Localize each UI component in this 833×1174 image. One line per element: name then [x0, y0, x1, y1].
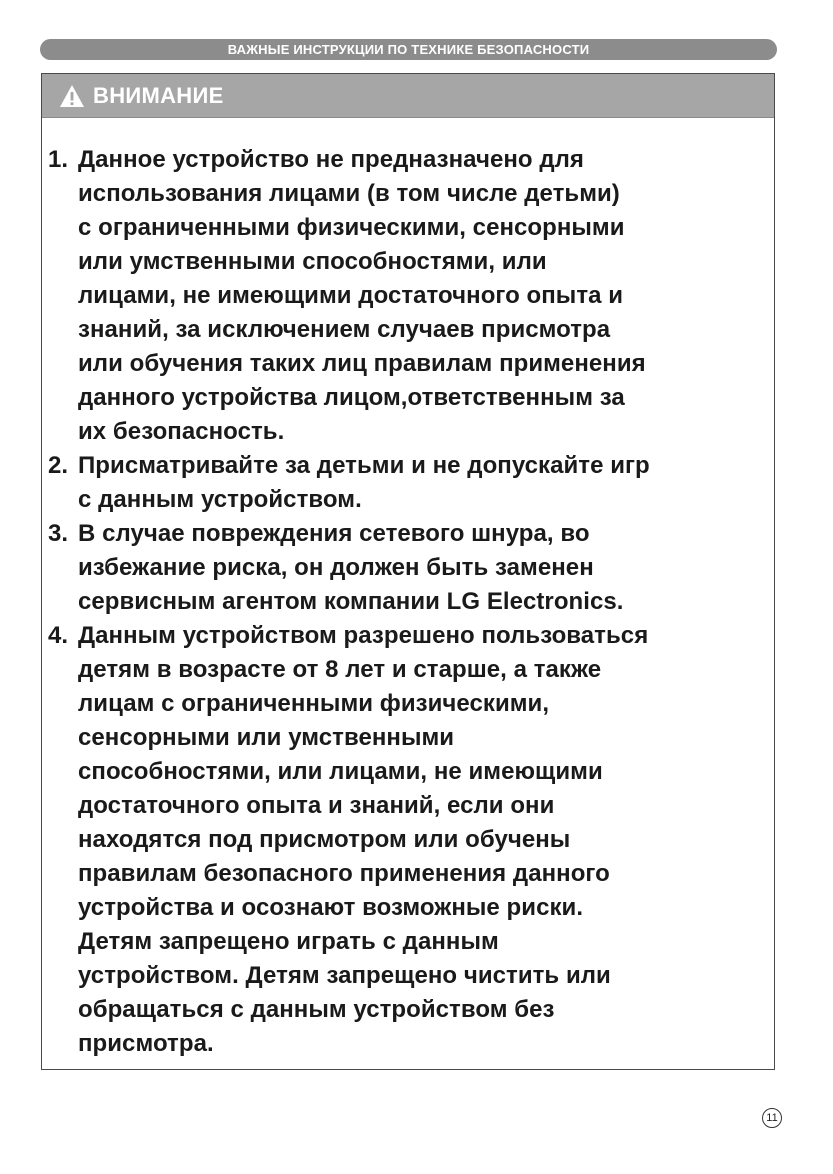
page-number-label: 11: [766, 1112, 778, 1124]
section-title: ВАЖНЫЕ ИНСТРУКЦИИ ПО ТЕХНИКЕ БЕЗОПАСНОСТИ: [227, 42, 590, 57]
item-text: Данное устройство не предназначено для использования лицами (в том числе детьми) с ограниченными физическими, сенсорными или умственными способностями, или лицами, не имеющими достаточного опыта и знаний, за исключением случаев присмотра или обучения таких лиц правилам применения данного устройства лицом,ответственным за их безопасность.: [78, 146, 646, 445]
list-item: [48, 143, 782, 449]
warning-title: ВНИМАНИЕ: [93, 82, 224, 108]
item-number: 2.: [48, 452, 69, 479]
list-item: [48, 449, 782, 517]
page-number: [762, 1108, 782, 1128]
section-header-bar: [40, 39, 777, 60]
item-text: Данным устройством разрешено пользоваться детям в возрасте от 8 лет и старше, а также лицам с ограниченными физическими, сенсорными или умственными способностями, или лицами, не имеющими достаточного опыта и знаний, если они находятся под присмотром или обучены правилам безопасного применения данного устройства и осознают возможные риски. Детям запрещено играть с данным устройством. Детям запрещено чистить или обращаться с данным устройством без присмотра.: [78, 622, 649, 1057]
warning-box: [41, 73, 775, 1070]
item-number: 4.: [48, 622, 69, 649]
warning-item-list: [48, 143, 782, 1061]
warning-header: [42, 74, 774, 118]
list-item: [48, 619, 782, 1061]
warning-triangle-icon: [59, 84, 85, 108]
item-text: В случае повреждения сетевого шнура, во избежание риска, он должен быть заменен сервисным агентом компании LG Electronics.: [78, 520, 624, 615]
item-number: 1.: [48, 146, 69, 173]
list-item: [48, 517, 782, 619]
item-text: Присматривайте за детьми и не допускайте игр с данным устройством.: [78, 452, 650, 513]
item-number: 3.: [48, 520, 69, 547]
